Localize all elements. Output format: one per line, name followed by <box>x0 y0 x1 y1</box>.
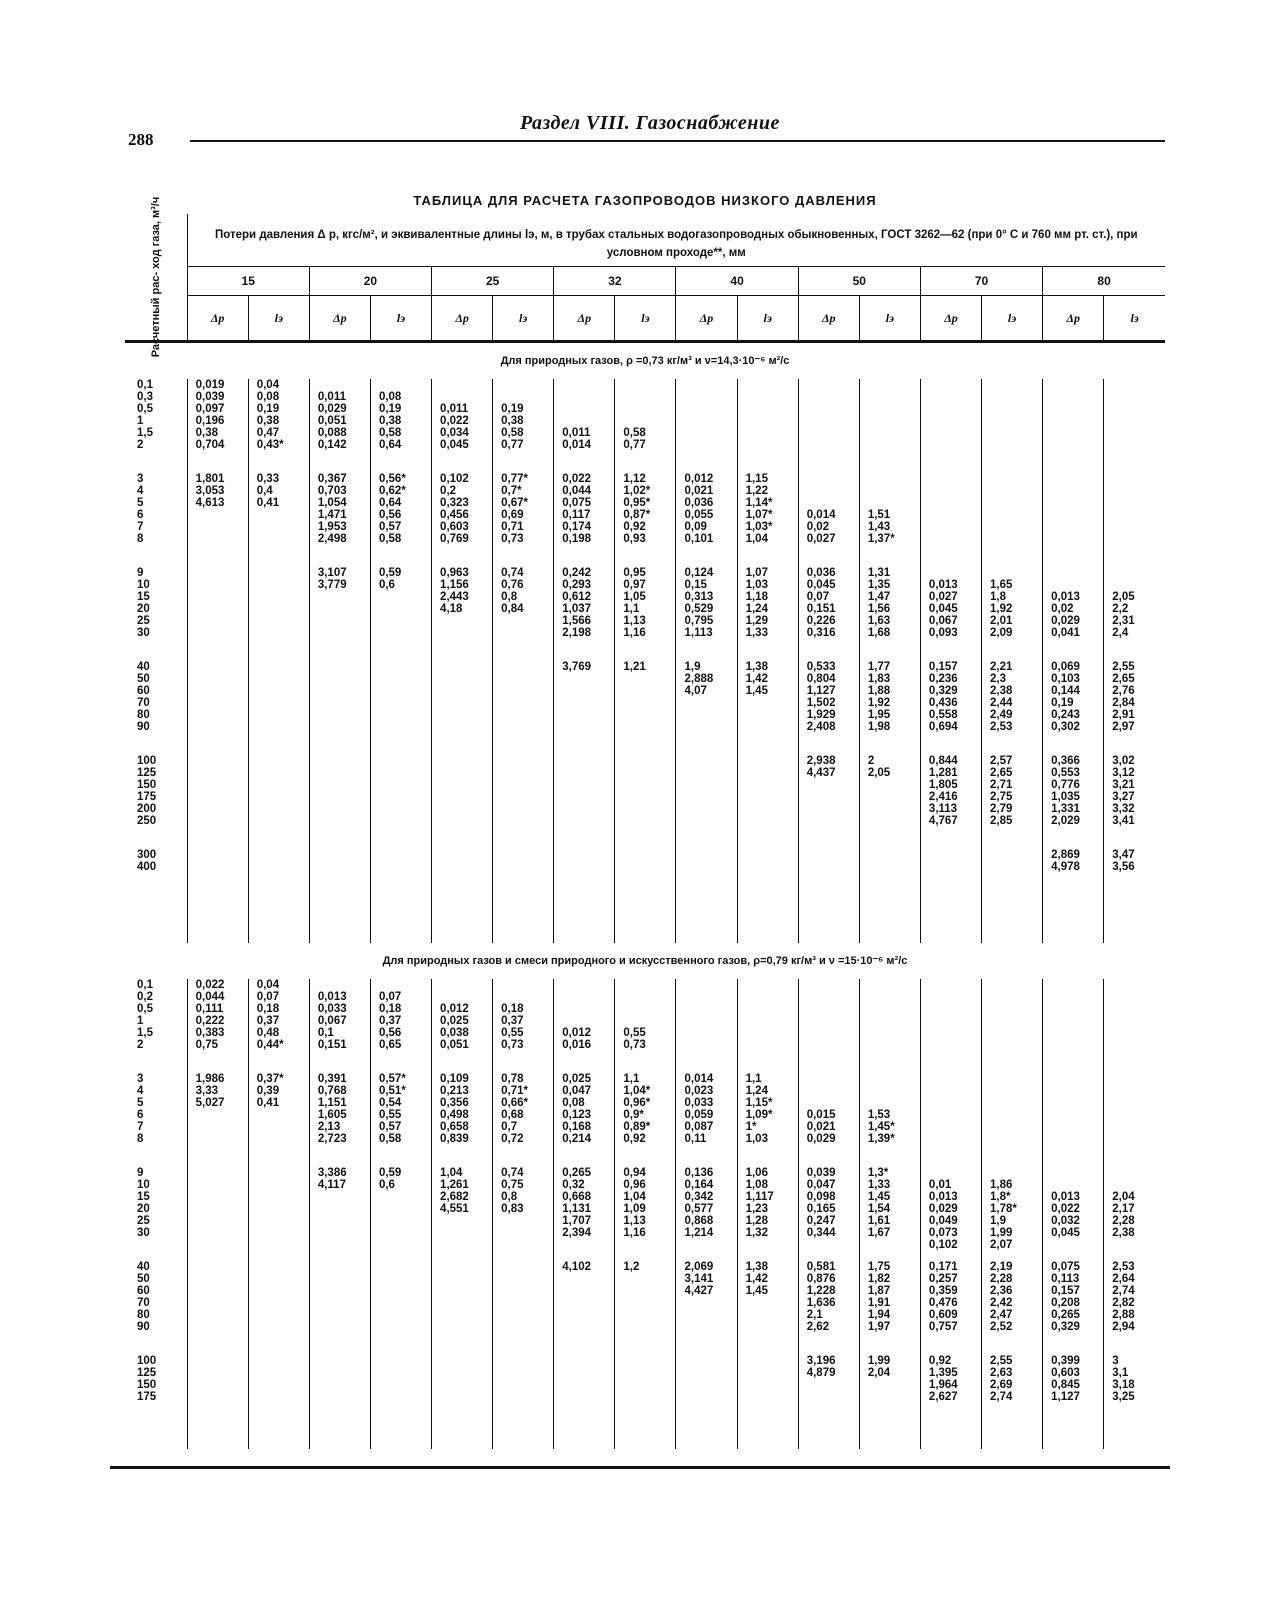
value-cell: 0,109 0,213 0,356 0,498 0,658 0,839 <box>432 1073 493 1167</box>
value-cell <box>493 755 554 849</box>
table-body <box>125 343 1165 1449</box>
le-header: lэ <box>370 296 431 342</box>
value-cell <box>1104 379 1165 473</box>
value-cell: 2,21 2,3 2,38 2,44 2,49 2,53 <box>982 661 1043 755</box>
value-cell <box>859 379 920 473</box>
value-cell: 3,196 4,879 <box>798 1355 859 1449</box>
value-cell <box>187 1167 248 1261</box>
value-cell: 0,367 0,703 1,054 1,471 1,953 2,498 <box>309 473 370 567</box>
value-cell <box>737 755 798 849</box>
value-cell <box>1043 379 1104 473</box>
value-cell: 1,1 1,04* 0,96* 0,9* 0,89* 0,92 <box>615 1073 676 1167</box>
flow-cell: 40 50 60 70 80 90 <box>137 661 150 733</box>
flow-cell: 3 4 5 6 7 8 <box>137 1073 144 1145</box>
value-cell <box>248 567 309 661</box>
value-cell: 0,94 0,96 1,04 1,09 1,13 1,16 <box>615 1167 676 1261</box>
value-cell: 0,74 0,76 0,8 0,84 <box>493 567 554 661</box>
value-cell: 2,53 2,64 2,74 2,82 2,88 2,94 <box>1104 1261 1165 1355</box>
value-cell <box>309 1261 370 1355</box>
table-row <box>125 1073 1165 1167</box>
table-caption: Потери давления Δ p, кгс/м², и эквивалентные длины lэ, м, в трубах стальных водогазопроводных обыкновенных, ГОСТ 3262—62 (при 0° С и 760 мм рт. ст.), при условном проходе**, мм <box>187 214 1165 267</box>
value-cell: 2,05 2,2 2,31 2,4 <box>1104 567 1165 661</box>
value-cell: 4,102 <box>554 1261 615 1355</box>
value-cell <box>737 379 798 473</box>
value-cell: 1,51 1,43 1,37* <box>859 473 920 567</box>
value-cell: 1,53 1,45* 1,39* <box>859 1073 920 1167</box>
value-cell <box>554 849 615 943</box>
page-number: 288 <box>128 130 154 149</box>
value-cell: 0,012 0,016 <box>554 979 615 1073</box>
value-cell: 1,65 1,8 1,92 2,01 2,09 <box>982 567 1043 661</box>
value-cell: 0,075 0,113 0,157 0,208 0,265 0,329 <box>1043 1261 1104 1355</box>
value-cell: 0,01 0,013 0,029 0,049 0,073 0,102 <box>920 1167 981 1261</box>
value-cell <box>920 849 981 943</box>
value-cell <box>370 1261 431 1355</box>
value-cell: 0,011 0,022 0,034 0,045 <box>432 379 493 473</box>
flow-cell: 3 4 5 6 7 8 <box>137 473 144 545</box>
value-cell: 2,55 2,65 2,76 2,84 2,91 2,97 <box>1104 661 1165 755</box>
value-cell: 2,069 3,141 4,427 <box>676 1261 737 1355</box>
diameter-20: 20 <box>309 267 431 296</box>
value-cell: 0,59 0,6 <box>370 1167 431 1261</box>
value-cell: 1,31 1,35 1,47 1,56 1,63 1,68 <box>859 567 920 661</box>
value-cell <box>676 755 737 849</box>
table-row <box>125 473 1165 567</box>
value-cell: 0,036 0,045 0,07 0,151 0,226 0,316 <box>798 567 859 661</box>
value-cell: 0,33 0,4 0,41 <box>248 473 309 567</box>
table-title: ТАБЛИЦА ДЛЯ РАСЧЕТА ГАЗОПРОВОДОВ НИЗКОГО ДАВЛЕНИЯ <box>413 193 877 208</box>
value-cell <box>248 849 309 943</box>
value-cell <box>920 473 981 567</box>
value-cell: 0,18 0,37 0,55 0,73 <box>493 979 554 1073</box>
flow-cell: 40 50 60 70 80 90 <box>137 1261 150 1333</box>
value-cell: 1,77 1,83 1,88 1,92 1,95 1,98 <box>859 661 920 755</box>
value-cell <box>982 473 1043 567</box>
diameter-70: 70 <box>920 267 1042 296</box>
section-title: Для природных газов, ρ =0,73 кг/м³ и ν=14,3·10⁻⁶ м²/с <box>500 355 790 367</box>
value-cell <box>676 379 737 473</box>
value-cell <box>737 1355 798 1449</box>
value-cell: 0,37* 0,39 0,41 <box>248 1073 309 1167</box>
value-cell <box>859 979 920 1073</box>
value-cell <box>309 755 370 849</box>
value-cell <box>982 379 1043 473</box>
value-cell: 1,801 3,053 4,613 <box>187 473 248 567</box>
value-cell <box>432 661 493 755</box>
value-cell <box>798 979 859 1073</box>
diameter-row <box>125 267 1165 296</box>
header-rule <box>190 140 1165 142</box>
value-cell: 0,157 0,236 0,329 0,436 0,558 0,694 <box>920 661 981 755</box>
value-cell <box>1104 1073 1165 1167</box>
value-cell: 2,55 2,63 2,69 2,74 <box>982 1355 1043 1449</box>
value-cell: 0,366 0,553 0,776 1,035 1,331 2,029 <box>1043 755 1104 849</box>
value-cell: 0,124 0,15 0,313 0,529 0,795 1,113 <box>676 567 737 661</box>
table-bottom-rule <box>110 1466 1170 1469</box>
flow-cell: 0,1 0,2 0,5 1 1,5 2 <box>137 979 153 1051</box>
value-cell: 2,19 2,28 2,36 2,42 2,47 2,52 <box>982 1261 1043 1355</box>
value-cell: 2 2,05 <box>859 755 920 849</box>
value-cell <box>982 979 1043 1073</box>
dp-header: Δp <box>309 296 370 342</box>
value-cell <box>493 1355 554 1449</box>
flow-cell: 0,1 0,3 0,5 1 1,5 2 <box>137 379 153 451</box>
value-cell: 0,102 0,2 0,323 0,456 0,603 0,769 <box>432 473 493 567</box>
table-row <box>125 1261 1165 1355</box>
dp-header: Δp <box>432 296 493 342</box>
value-cell <box>493 849 554 943</box>
value-cell: 1,07 1,03 1,18 1,24 1,29 1,33 <box>737 567 798 661</box>
value-cell: 0,92 1,395 1,964 2,627 <box>920 1355 981 1449</box>
value-cell <box>432 755 493 849</box>
value-cell: 0,013 0,02 0,029 0,041 <box>1043 567 1104 661</box>
value-cell: 0,265 0,32 0,668 1,131 1,707 2,394 <box>554 1167 615 1261</box>
value-cell <box>676 1355 737 1449</box>
value-cell: 3,107 3,779 <box>309 567 370 661</box>
value-cell: 1,2 <box>615 1261 676 1355</box>
value-cell: 0,019 0,039 0,097 0,196 0,38 0,704 <box>187 379 248 473</box>
value-cell <box>432 849 493 943</box>
diameter-15: 15 <box>187 267 309 296</box>
value-cell: 1,38 1,42 1,45 <box>737 661 798 755</box>
value-cell: 0,58 0,77 <box>615 379 676 473</box>
value-cell <box>187 1261 248 1355</box>
value-cell: 0,391 0,768 1,151 1,605 2,13 2,723 <box>309 1073 370 1167</box>
le-header: lэ <box>615 296 676 342</box>
value-cell <box>920 979 981 1073</box>
table-row <box>125 755 1165 849</box>
value-cell: 2,04 2,17 2,28 2,38 <box>1104 1167 1165 1261</box>
value-cell: 0,012 0,025 0,038 0,051 <box>432 979 493 1073</box>
le-header: lэ <box>248 296 309 342</box>
value-cell: 0,59 0,6 <box>370 567 431 661</box>
flow-cell: 9 10 15 20 25 30 <box>137 567 150 639</box>
value-cell: 0,56* 0,62* 0,64 0,56 0,57 0,58 <box>370 473 431 567</box>
le-header: lэ <box>737 296 798 342</box>
value-cell: 0,07 0,18 0,37 0,56 0,65 <box>370 979 431 1073</box>
value-cell: 0,013 0,022 0,032 0,045 <box>1043 1167 1104 1261</box>
value-cell: 0,011 0,029 0,051 0,088 0,142 <box>309 379 370 473</box>
diameter-80: 80 <box>1043 267 1165 296</box>
diameter-50: 50 <box>798 267 920 296</box>
value-cell <box>798 379 859 473</box>
value-cell: 0,025 0,047 0,08 0,123 0,168 0,214 <box>554 1073 615 1167</box>
value-cell: 0,55 0,73 <box>615 979 676 1073</box>
value-cell <box>493 661 554 755</box>
value-cell <box>370 1355 431 1449</box>
value-cell <box>248 1261 309 1355</box>
value-cell: 0,04 0,07 0,18 0,37 0,48 0,44* <box>248 979 309 1073</box>
value-cell <box>676 979 737 1073</box>
value-cell: 0,963 1,156 2,443 4,18 <box>432 567 493 661</box>
value-cell <box>615 849 676 943</box>
value-cell <box>432 1355 493 1449</box>
value-cell: 3,02 3,12 3,21 3,27 3,32 3,41 <box>1104 755 1165 849</box>
value-cell <box>309 661 370 755</box>
dp-header: Δp <box>676 296 737 342</box>
dp-header: Δp <box>1043 296 1104 342</box>
value-cell: 0,014 0,023 0,033 0,059 0,087 0,11 <box>676 1073 737 1167</box>
value-cell <box>493 1261 554 1355</box>
value-cell <box>615 1355 676 1449</box>
value-cell: 0,013 0,027 0,045 0,067 0,093 <box>920 567 981 661</box>
value-cell: 0,014 0,02 0,027 <box>798 473 859 567</box>
table-row <box>125 567 1165 661</box>
value-cell: 0,19 0,38 0,58 0,77 <box>493 379 554 473</box>
value-cell <box>1104 473 1165 567</box>
value-cell <box>737 979 798 1073</box>
value-cell: 1,99 2,04 <box>859 1355 920 1449</box>
value-cell: 1,38 1,42 1,45 <box>737 1261 798 1355</box>
value-cell: 1,21 <box>615 661 676 755</box>
value-cell: 0,022 0,044 0,075 0,117 0,174 0,198 <box>554 473 615 567</box>
section-title: Для природных газов и смеси природного и искусственного газов, ρ=0,79 кг/м³ и ν =15·10⁻⁶ м²/с <box>382 955 908 967</box>
value-cell <box>309 849 370 943</box>
value-cell: 3 3,1 3,18 3,25 <box>1104 1355 1165 1449</box>
value-cell <box>248 755 309 849</box>
value-cell: 0,022 0,044 0,111 0,222 0,383 0,75 <box>187 979 248 1073</box>
value-cell: 0,74 0,75 0,8 0,83 <box>493 1167 554 1261</box>
value-cell: 1,04 1,261 2,682 4,551 <box>432 1167 493 1261</box>
value-cell: 0,08 0,19 0,38 0,58 0,64 <box>370 379 431 473</box>
value-cell: 0,533 0,804 1,127 1,502 1,929 2,408 <box>798 661 859 755</box>
value-cell: 0,171 0,257 0,359 0,476 0,609 0,757 <box>920 1261 981 1355</box>
value-cell: 1,12 1,02* 0,95* 0,87* 0,92 0,93 <box>615 473 676 567</box>
value-cell: 0,136 0,164 0,342 0,577 0,868 1,214 <box>676 1167 737 1261</box>
value-cell: 1,86 1,8* 1,78* 1,9 1,99 2,07 <box>982 1167 1043 1261</box>
dp-header: Δp <box>187 296 248 342</box>
table-row <box>125 1167 1165 1261</box>
diameter-32: 32 <box>554 267 676 296</box>
value-cell <box>187 755 248 849</box>
diameter-25: 25 <box>432 267 554 296</box>
value-cell <box>370 661 431 755</box>
value-cell: 1,986 3,33 5,027 <box>187 1073 248 1167</box>
flow-header-label: Расчетный рас- ход газа, м³/ч <box>149 196 162 358</box>
value-cell: 3,47 3,56 <box>1104 849 1165 943</box>
diameter-40: 40 <box>676 267 798 296</box>
section-row <box>125 343 1165 379</box>
value-cell: 0,012 0,021 0,036 0,055 0,09 0,101 <box>676 473 737 567</box>
value-cell <box>248 661 309 755</box>
value-cell: 0,581 0,876 1,228 1,636 2,1 2,62 <box>798 1261 859 1355</box>
value-cell <box>920 379 981 473</box>
value-cell: 1,06 1,08 1,117 1,23 1,28 1,32 <box>737 1167 798 1261</box>
value-cell: 1,3* 1,33 1,45 1,54 1,61 1,67 <box>859 1167 920 1261</box>
value-cell: 3,386 4,117 <box>309 1167 370 1261</box>
value-cell <box>982 1073 1043 1167</box>
value-cell: 0,011 0,014 <box>554 379 615 473</box>
section-row <box>125 943 1165 979</box>
table-row <box>125 379 1165 473</box>
dp-header: Δp <box>798 296 859 342</box>
le-header: lэ <box>982 296 1043 342</box>
value-cell: 0,039 0,047 0,098 0,165 0,247 0,344 <box>798 1167 859 1261</box>
value-cell: 0,242 0,293 0,612 1,037 1,566 2,198 <box>554 567 615 661</box>
le-header: lэ <box>493 296 554 342</box>
value-cell <box>554 1355 615 1449</box>
value-cell: 0,04 0,08 0,19 0,38 0,47 0,43* <box>248 379 309 473</box>
le-header: lэ <box>1104 296 1165 342</box>
flow-cell: 300 400 <box>137 849 157 873</box>
value-cell: 1,15 1,22 1,14* 1,07* 1,03* 1,04 <box>737 473 798 567</box>
value-cell <box>248 1167 309 1261</box>
value-cell <box>187 661 248 755</box>
running-head: Раздел VIII. Газоснабжение <box>520 112 780 134</box>
value-cell: 2,938 4,437 <box>798 755 859 849</box>
value-cell: 2,869 4,978 <box>1043 849 1104 943</box>
value-cell <box>737 849 798 943</box>
value-cell: 0,069 0,103 0,144 0,19 0,243 0,302 <box>1043 661 1104 755</box>
dp-header: Δp <box>554 296 615 342</box>
value-cell <box>432 1261 493 1355</box>
value-cell <box>920 1073 981 1167</box>
value-cell <box>1043 473 1104 567</box>
value-cell: 0,77* 0,7* 0,67* 0,69 0,71 0,73 <box>493 473 554 567</box>
value-cell <box>187 849 248 943</box>
value-cell <box>370 755 431 849</box>
value-cell <box>1043 1073 1104 1167</box>
value-cell: 1,1 1,24 1,15* 1,09* 1* 1,03 <box>737 1073 798 1167</box>
flow-cell: 100 125 150 175 <box>137 1355 157 1403</box>
value-cell: 3,769 <box>554 661 615 755</box>
value-cell: 0,95 0,97 1,05 1,1 1,13 1,16 <box>615 567 676 661</box>
value-cell <box>615 755 676 849</box>
value-cell <box>1043 979 1104 1073</box>
value-cell: 0,013 0,033 0,067 0,1 0,151 <box>309 979 370 1073</box>
table-row <box>125 849 1165 943</box>
flow-cell: 9 10 15 20 25 30 <box>137 1167 150 1239</box>
value-cell: 1,75 1,82 1,87 1,91 1,94 1,97 <box>859 1261 920 1355</box>
value-cell <box>676 849 737 943</box>
dp-le-row <box>125 296 1165 342</box>
value-cell <box>798 849 859 943</box>
value-cell <box>248 1355 309 1449</box>
value-cell <box>309 1355 370 1449</box>
value-cell: 0,844 1,281 1,805 2,416 3,113 4,767 <box>920 755 981 849</box>
value-cell: 1,9 2,888 4,07 <box>676 661 737 755</box>
flow-cell: 100 125 150 175 200 250 <box>137 755 157 827</box>
value-cell <box>370 849 431 943</box>
table-row <box>125 979 1165 1073</box>
value-cell <box>982 849 1043 943</box>
value-cell <box>859 849 920 943</box>
le-header: lэ <box>859 296 920 342</box>
value-cell: 2,57 2,65 2,71 2,75 2,79 2,85 <box>982 755 1043 849</box>
flow-header <box>125 196 187 358</box>
value-cell <box>187 1355 248 1449</box>
dp-header: Δp <box>920 296 981 342</box>
table-row <box>125 1355 1165 1449</box>
value-cell: 0,78 0,71* 0,66* 0,68 0,7 0,72 <box>493 1073 554 1167</box>
value-cell <box>554 755 615 849</box>
value-cell <box>187 567 248 661</box>
value-cell: 0,57* 0,51* 0,54 0,55 0,57 0,58 <box>370 1073 431 1167</box>
value-cell: 0,399 0,603 0,845 1,127 <box>1043 1355 1104 1449</box>
value-cell: 0,015 0,021 0,029 <box>798 1073 859 1167</box>
table-row <box>125 661 1165 755</box>
value-cell <box>1104 979 1165 1073</box>
